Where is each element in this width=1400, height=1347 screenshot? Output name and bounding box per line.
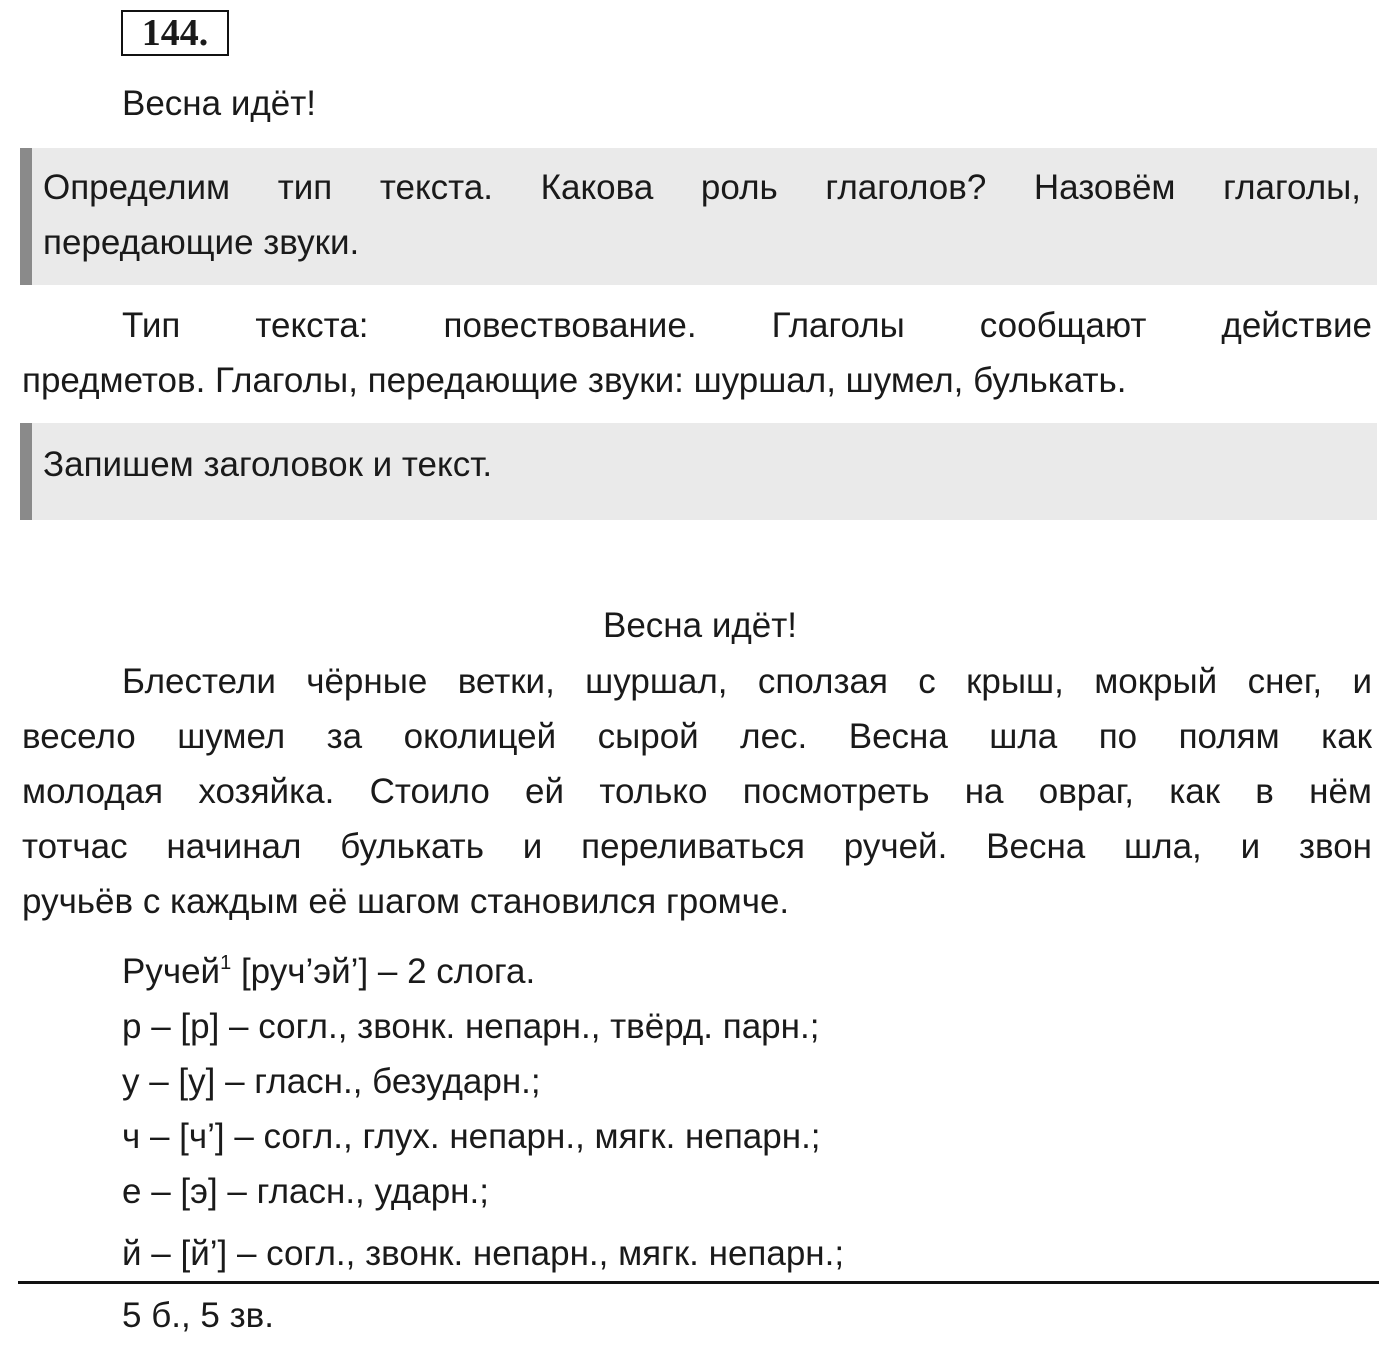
divider-line	[18, 1281, 1379, 1284]
analysis-header	[122, 950, 535, 994]
story-line: весело шумел за околицей сырой лес. Весна шла по полям как	[22, 717, 1372, 756]
analysis-transcription: [руч’эй’] – 2 слога.	[231, 952, 536, 991]
analysis-line: е – [э] – гласн., ударн.;	[122, 1172, 489, 1211]
question-1-line-2: передающие звуки.	[43, 223, 360, 262]
story-line: ручьёв с каждым её шагом становился громче.	[22, 882, 790, 921]
analysis-word: Ручей	[122, 952, 221, 991]
story-line: Блестели чёрные ветки, шуршал, сползая с крыш, мокрый снег, и	[122, 662, 1372, 701]
question-2-text: Запишем заголовок и текст.	[43, 445, 493, 484]
question-box-1	[20, 148, 1377, 285]
analysis-summary: 5 б., 5 зв.	[122, 1296, 274, 1335]
answer-1-line-1: Тип текста: повествование. Глаголы сообщают действие	[122, 306, 1372, 345]
question-box-2	[20, 423, 1377, 520]
analysis-line: р – [р] – согл., звонк. непарн., твёрд. парн.;	[122, 1007, 820, 1046]
analysis-line: й – [й’] – согл., звонк. непарн., мягк. непарн.;	[122, 1234, 845, 1273]
story-line: молодая хозяйка. Стоило ей только посмотреть на овраг, как в нём	[22, 772, 1372, 811]
answer-1-line-2: предметов. Глаголы, передающие звуки: шуршал, шумел, булькать.	[22, 361, 1127, 400]
story-title: Весна идёт!	[602, 606, 798, 645]
heading: Весна идёт!	[122, 84, 317, 123]
analysis-line: ч – [ч’] – согл., глух. непарн., мягк. непарн.;	[122, 1117, 821, 1156]
exercise-number: 144.	[121, 10, 229, 56]
story-line: тотчас начинал булькать и переливаться ручей. Весна шла, и звон	[22, 827, 1372, 866]
footnote-marker: 1	[220, 952, 232, 974]
analysis-line: у – [у] – гласн., безударн.;	[122, 1062, 541, 1101]
question-1-line-1: Определим тип текста. Какова роль глаголов? Назовём глаголы,	[43, 168, 1361, 207]
